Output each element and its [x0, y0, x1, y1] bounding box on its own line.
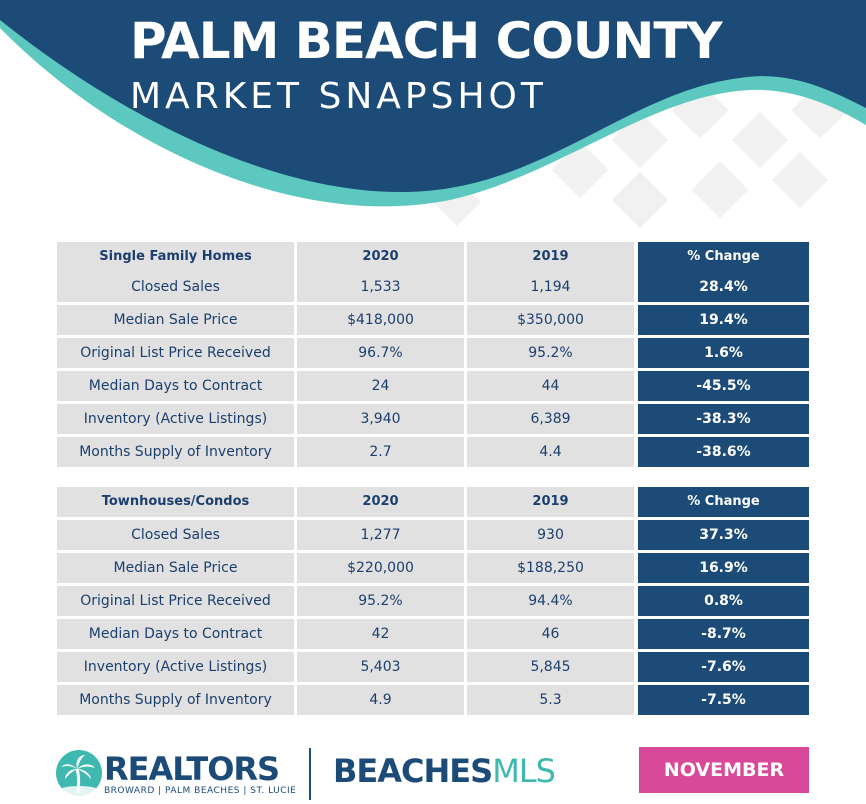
header-2019: 2019	[467, 487, 634, 517]
header-category: Single Family Homes	[57, 242, 294, 272]
row-label: Months Supply of Inventory	[57, 685, 294, 715]
table-row	[57, 437, 809, 467]
value-change: 0.8%	[638, 586, 809, 616]
header-category: Townhouses/Condos	[57, 487, 294, 517]
header-2020: 2020	[297, 242, 464, 272]
value-2019: 95.2%	[467, 338, 634, 368]
page-title: PALM BEACH COUNTY	[130, 12, 722, 70]
row-label: Closed Sales	[57, 272, 294, 302]
row-label: Inventory (Active Listings)	[57, 404, 294, 434]
table-row	[57, 305, 809, 335]
table-row	[57, 586, 809, 616]
value-2019: 46	[467, 619, 634, 649]
page-subtitle: MARKET SNAPSHOT	[130, 76, 547, 117]
value-2019: 6,389	[467, 404, 634, 434]
value-2020: $220,000	[297, 553, 464, 583]
value-2019: 94.4%	[467, 586, 634, 616]
palm-tree-logo-icon	[55, 749, 103, 797]
row-label: Closed Sales	[57, 520, 294, 550]
value-2020: 5,403	[297, 652, 464, 682]
value-2020: 95.2%	[297, 586, 464, 616]
value-change: -38.3%	[638, 404, 809, 434]
table-row	[57, 520, 809, 550]
footer-divider	[309, 748, 311, 800]
header-change: % Change	[638, 242, 809, 272]
value-2020: 42	[297, 619, 464, 649]
table-row	[57, 553, 809, 583]
value-2020: $418,000	[297, 305, 464, 335]
row-label: Median Days to Contract	[57, 619, 294, 649]
value-2020: 1,277	[297, 520, 464, 550]
table-row	[57, 685, 809, 715]
value-change: 37.3%	[638, 520, 809, 550]
realtors-logo-text: REALTORS	[104, 750, 280, 788]
row-label: Median Sale Price	[57, 305, 294, 335]
value-change: 19.4%	[638, 305, 809, 335]
row-label: Median Sale Price	[57, 553, 294, 583]
value-2019: 5.3	[467, 685, 634, 715]
header-2019: 2019	[467, 242, 634, 272]
beaches-logo-bold: BEACHES	[333, 752, 493, 790]
table-row	[57, 619, 809, 649]
table-header-row	[57, 487, 809, 517]
value-2019: 1,194	[467, 272, 634, 302]
value-change: 28.4%	[638, 272, 809, 302]
value-2019: 4.4	[467, 437, 634, 467]
value-change: -7.6%	[638, 652, 809, 682]
row-label: Inventory (Active Listings)	[57, 652, 294, 682]
table-row	[57, 652, 809, 682]
value-2020: 1,533	[297, 272, 464, 302]
value-2020: 2.7	[297, 437, 464, 467]
realtors-logo-subtitle: BROWARD | PALM BEACHES | ST. LUCIE	[104, 786, 297, 796]
value-change: -7.5%	[638, 685, 809, 715]
value-2020: 24	[297, 371, 464, 401]
value-2020: 4.9	[297, 685, 464, 715]
value-change: -8.7%	[638, 619, 809, 649]
row-label: Median Days to Contract	[57, 371, 294, 401]
beaches-logo-light: MLS	[492, 752, 555, 790]
table-row	[57, 272, 809, 302]
value-2020: 3,940	[297, 404, 464, 434]
row-label: Original List Price Received	[57, 586, 294, 616]
row-label: Months Supply of Inventory	[57, 437, 294, 467]
value-2019: 5,845	[467, 652, 634, 682]
value-change: -38.6%	[638, 437, 809, 467]
table-header-row	[57, 242, 809, 272]
header-2020: 2020	[297, 487, 464, 517]
value-2019: $350,000	[467, 305, 634, 335]
row-label: Original List Price Received	[57, 338, 294, 368]
table-row	[57, 338, 809, 368]
value-change: 1.6%	[638, 338, 809, 368]
value-2020: 96.7%	[297, 338, 464, 368]
header-change: % Change	[638, 487, 809, 517]
month-badge: NOVEMBER	[639, 747, 809, 793]
beaches-mls-logo	[333, 752, 555, 790]
table-row	[57, 404, 809, 434]
value-2019: 930	[467, 520, 634, 550]
value-2019: $188,250	[467, 553, 634, 583]
table-row	[57, 371, 809, 401]
value-change: 16.9%	[638, 553, 809, 583]
value-change: -45.5%	[638, 371, 809, 401]
value-2019: 44	[467, 371, 634, 401]
